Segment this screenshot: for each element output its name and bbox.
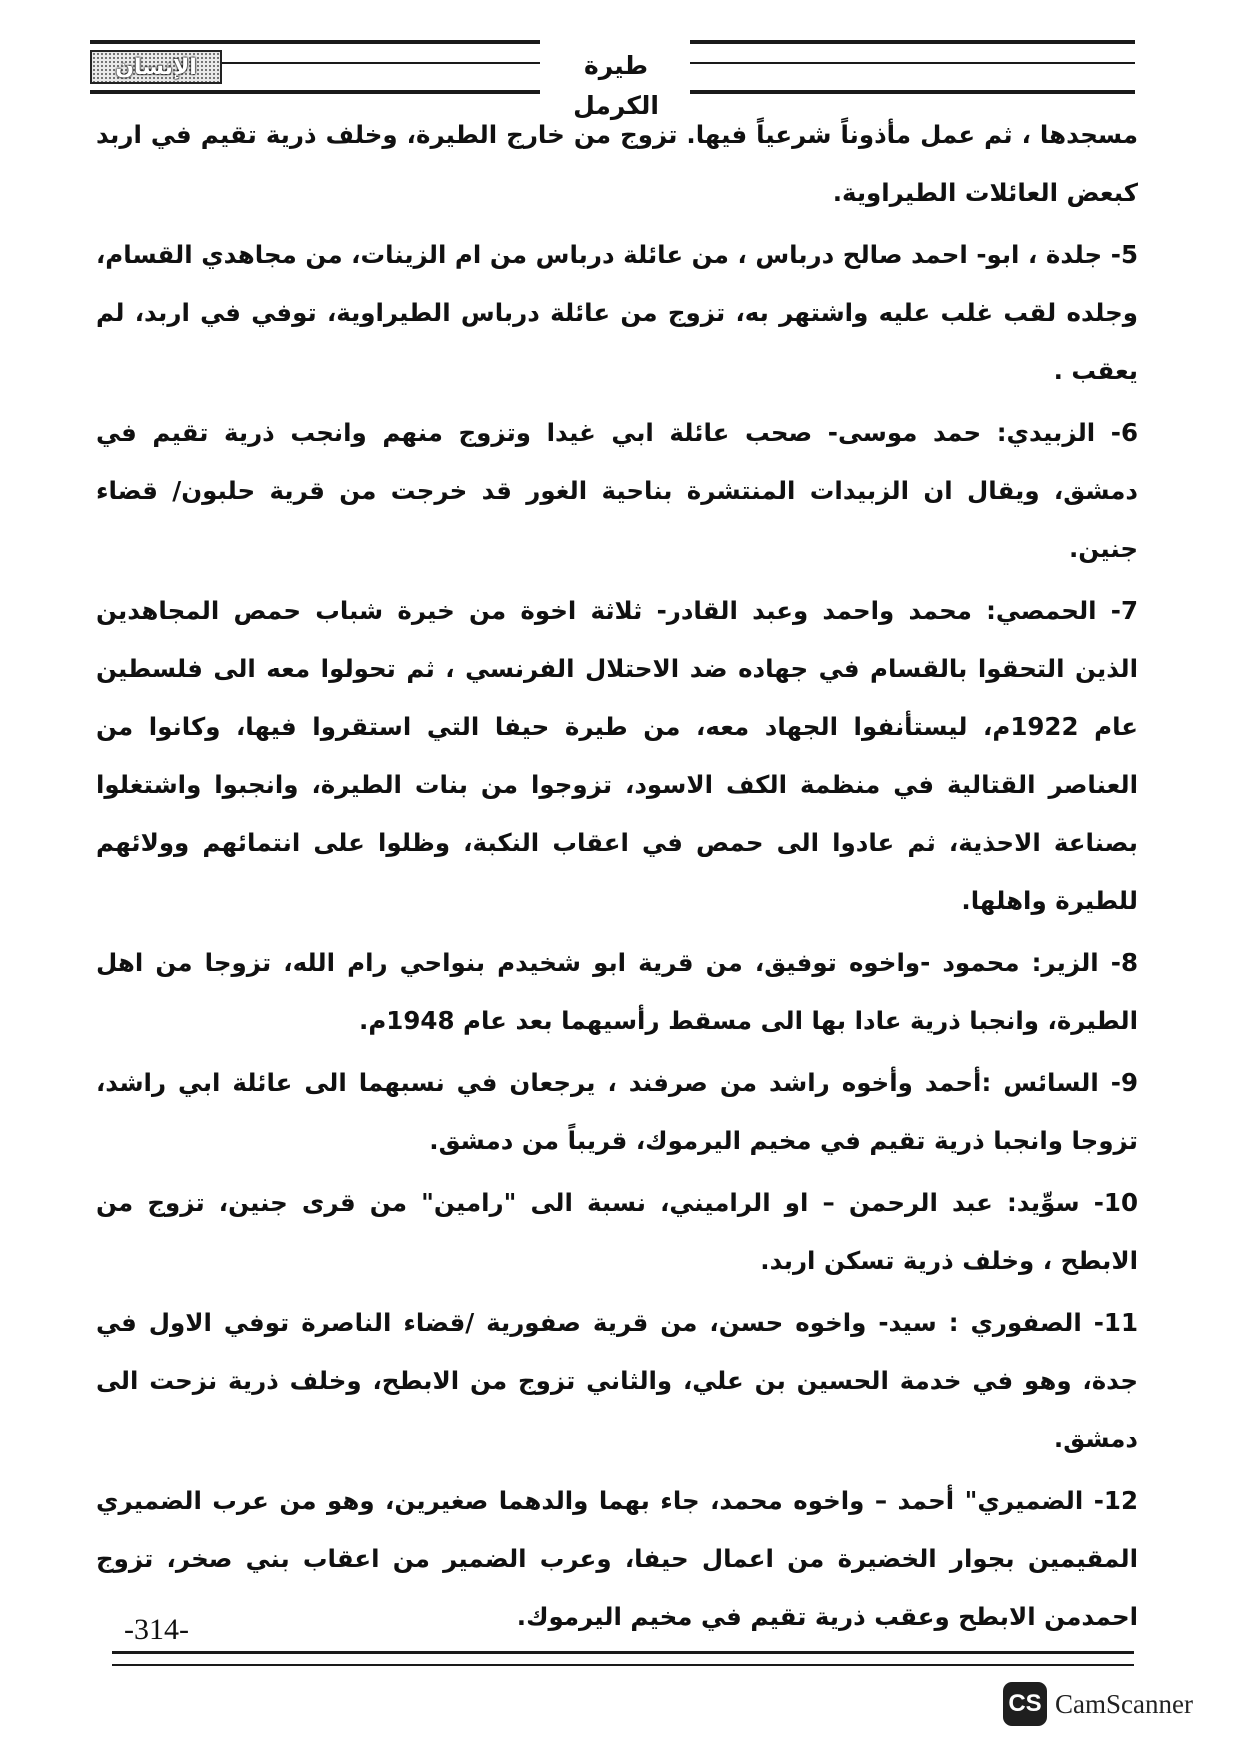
- entry-10: 10- سوِّيد: عبد الرحمن – او الراميني، نسبة الى "رامين" من قرى جنين، تزوج من الابطح ، وخلف ذرية تسكن اربد.: [96, 1188, 1138, 1275]
- entry-11: 11- الصفوري : سيد- واخوه حسن، من قرية صفورية /قضاء الناصرة توفي الاول في جدة، وهو في خدمة الحسين بن علي، والثاني تزوج من الابطح، وخلف ذرية نزحت الى دمشق.: [96, 1308, 1138, 1453]
- camscanner-logo-icon: CS: [1003, 1682, 1047, 1726]
- running-title: طيرة الكرمل: [573, 51, 659, 120]
- page-header: [90, 36, 1135, 120]
- paragraph-continuation: مسجدها ، ثم عمل مأذوناً شرعياً فيها. تزوج من خارج الطيرة، وخلف ذرية تقيم في اربد كبعض العائلات الطيراوية.: [96, 120, 1138, 207]
- page-number: -314-: [124, 1613, 189, 1646]
- header-rule-right: [690, 40, 1135, 94]
- header-logo: الإنسان: [90, 50, 222, 84]
- entry-7: 7- الحمصي: محمد واحمد وعبد القادر- ثلاثة اخوة من خيرة شباب حمص المجاهدين الذين التحقوا بالقسام في جهاده ضد الاحتلال الفرنسي ، ثم تحولوا معه الى فلسطين عام 1922م، ليستأنفوا الجهاد معه، من طيرة حيفا التي استقروا فيها، وكانوا من العناصر القتالية في منظمة الكف الاسود، تزوجوا من بنات الطيرة، وانجبوا واشتغلوا بصناعة الاحذية، ثم عادوا الى حمص في اعقاب النكبة، وظلوا على انتمائهم وولائهم للطيرة واهلها.: [96, 596, 1138, 915]
- footer-rule: [112, 1651, 1134, 1666]
- body-text: [96, 106, 1138, 1650]
- entry-5: 5- جلدة ، ابو- احمد صالح درباس ، من عائلة درباس من ام الزينات، من مجاهدي القسام، وجلده لقب غلب عليه واشتهر به، تزوج من عائلة درباس الطيراوية، توفي في اربد، لم يعقب .: [96, 240, 1138, 385]
- entry-12: 12- الضميري" أحمد – واخوه محمد، جاء بهما والدهما صغيرين، وهو من عرب الضميري المقيمين بجوار الخضيرة من اعمال حيفا، وعرب الضمير من اعقاب بني صخر، تزوج احمدمن الابطح وعقب ذرية تقيم في مخيم اليرموك.: [96, 1486, 1138, 1631]
- camscanner-watermark: [1003, 1682, 1193, 1726]
- entry-8: 8- الزير: محمود -واخوه توفيق، من قرية ابو شخيدم بنواحي رام الله، تزوجا من اهل الطيرة، وانجبا ذرية عادا بها الى مسقط رأسيهما بعد عام 1948م.: [96, 948, 1138, 1035]
- entry-9: 9- السائس :أحمد وأخوه راشد من صرفند ، يرجعان في نسبهما الى عائلة ابي راشد، تزوجا وانجبا ذرية تقيم في مخيم اليرموك، قريباً من دمشق.: [96, 1068, 1138, 1155]
- camscanner-label: CamScanner: [1055, 1688, 1193, 1719]
- entry-6: 6- الزبيدي: حمد موسى- صحب عائلة ابي غيدا وتزوج منهم وانجب ذرية تقيم في دمشق، ويقال ان الزبيدات المنتشرة بناحية الغور قد خرجت من قرية حلبون/ قضاء جنين.: [96, 418, 1138, 563]
